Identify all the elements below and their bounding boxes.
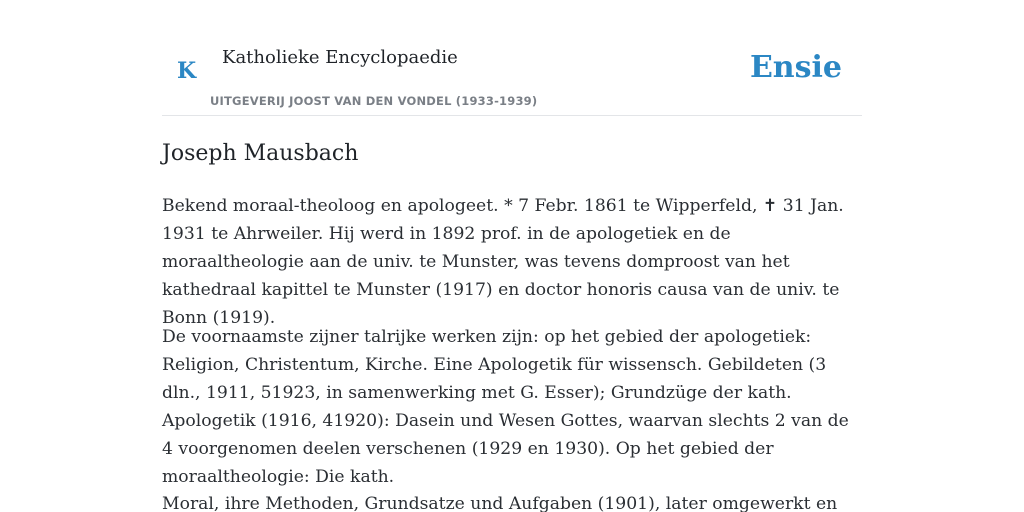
article-title: Joseph Mausbach — [162, 141, 359, 166]
publisher-label: UITGEVERIJ JOOST VAN DEN VONDEL (1933-1939) — [210, 94, 538, 108]
article-paragraph: Bekend moraal-theoloog en apologeet. * 7 Febr. 1861 te Wipperfeld, ✝ 31 Jan. 1931 te Ahrweiler. Hij werd in 1892 prof. in de apologetiek en de moraaltheologie aan de univ. te Munster, was tevens domproost van het kathedraal kapittel te Munster (1917) en doctor honoris causa van de univ. te Bonn (1919). — [162, 196, 844, 328]
brand-logo[interactable]: Ensie — [749, 50, 842, 85]
site-logo-icon[interactable]: K — [177, 58, 197, 84]
article-paragraph: De voornaamste zijner talrijke werken zijn: op het gebied der apologetiek: Religion, Christentum, Kirche. Eine Apologetik für wissensch. Gebildeten (3 dln., 1911, 51923, in samenwerking met G. Esser); Grundzüge der kath. Apologetik (1916, 41920): Dasein und Wesen Gottes, waarvan slechts 2 van de 4 voorgenomen deelen verschenen (1929 en 1930). Op het gebied der moraaltheologie: Die kath. — [162, 327, 849, 487]
site-header — [162, 0, 862, 116]
article-paragraph: Moral, ihre Methoden, Grundsatze und Aufgaben (1901), later omgewerkt en — [162, 494, 838, 512]
site-title[interactable]: Katholieke Encyclopaedie — [222, 47, 458, 68]
